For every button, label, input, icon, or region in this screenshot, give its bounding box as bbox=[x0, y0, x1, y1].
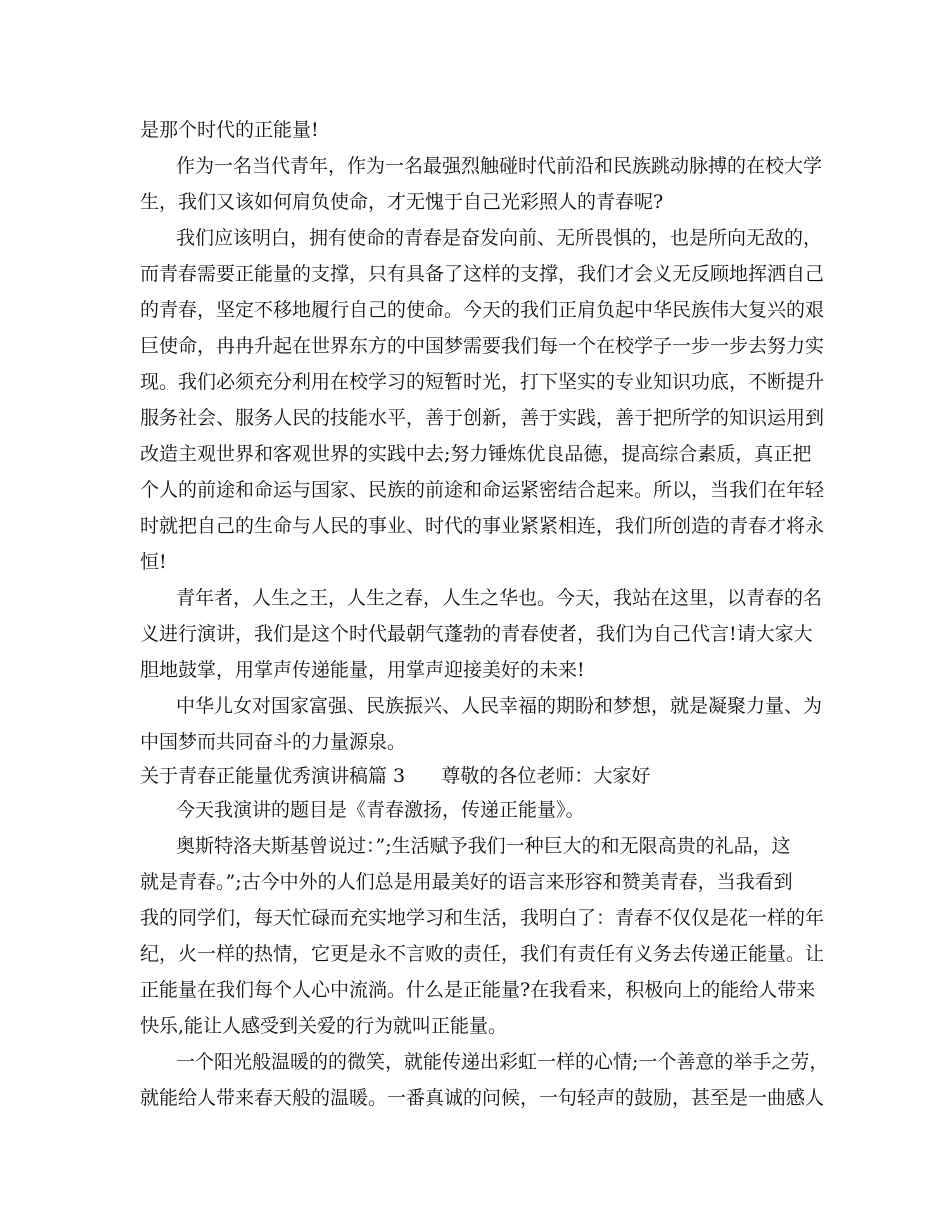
section-heading: 关于青春正能量优秀演讲稿篇 3 尊敬的各位老师：大家好 bbox=[140, 765, 651, 787]
text-line: 的青春，坚定不移地履行自己的使命。今天的我们正肩负起中华民族伟大复兴的艰 bbox=[140, 299, 825, 321]
text-line: 巨使命，冉冉升起在世界东方的中国梦需要我们每一个在校学子一步一步去努力实 bbox=[140, 335, 825, 357]
text-line: 快乐,能让人感受到关爱的行为就叫正能量。 bbox=[140, 1015, 508, 1037]
text-line: 时就把自己的生命与人民的事业、时代的事业紧紧相连，我们所创造的青春才将永 bbox=[140, 515, 825, 537]
text-line: 胆地鼓掌，用掌声传递能量，用掌声迎接美好的未来! bbox=[140, 659, 585, 681]
text-line: 是那个时代的正能量! bbox=[140, 119, 319, 141]
text-line: 作为一名当代青年，作为一名最强烈触碰时代前沿和民族跳动脉搏的在校大学 bbox=[176, 155, 823, 177]
text-line: 恒! bbox=[140, 551, 167, 573]
text-line: 改造主观世界和客观世界的实践中去;努力锤炼优良品德，提高综合素质，真正把 bbox=[140, 443, 812, 465]
text-line: 正能量在我们每个人心中流淌。什么是正能量?在我看来，积极向上的能给人带来 bbox=[140, 979, 816, 1001]
text-line: 奥斯特洛夫斯基曾说过：”;生活赋予我们一种巨大的和无限高贵的礼品，这 bbox=[176, 835, 791, 857]
text-line: 我们应该明白，拥有使命的青春是奋发向前、无所畏惧的，也是所向无敌的， bbox=[176, 227, 823, 249]
text-line: 而青春需要正能量的支撑，只有具备了这样的支撑，我们才会义无反顾地挥洒自己 bbox=[140, 263, 825, 285]
text-line: 义进行演讲，我们是这个时代最朝气蓬勃的青春使者，我们为自己代言!请大家大 bbox=[140, 623, 813, 645]
text-line: 个人的前途和命运与国家、民族的前途和命运紧密结合起来。所以，当我们在年轻 bbox=[140, 479, 825, 501]
text-line: 就能给人带来春天般的温暖。一番真诚的问候，一句轻声的鼓励，甚至是一曲感人 bbox=[140, 1087, 825, 1109]
text-line: 今天我演讲的题目是《青春激扬，传递正能量》。 bbox=[176, 799, 585, 821]
text-line: 就是青春。”;古今中外的人们总是用最美好的语言来形容和赞美青春，当我看到 bbox=[140, 871, 793, 893]
text-line: 一个阳光般温暖的的微笑，就能传递出彩虹一样的心情;一个善意的举手之劳， bbox=[176, 1051, 829, 1073]
text-line: 生，我们又该如何肩负使命，才无愧于自己光彩照人的青春呢? bbox=[140, 191, 664, 213]
text-line: 我的同学们，每天忙碌而充实地学习和生活，我明白了：青春不仅仅是花一样的年 bbox=[140, 907, 825, 929]
text-line: 中国梦而共同奋斗的力量源泉。 bbox=[140, 731, 407, 753]
text-line: 纪，火一样的热情，它更是永不言败的责任，我们有责任有义务去传递正能量。让 bbox=[140, 943, 825, 965]
text-line: 青年者，人生之王，人生之春，人生之华也。今天，我站在这里，以青春的名 bbox=[176, 587, 823, 609]
text-line: 现。我们必须充分利用在校学习的短暂时光，打下坚实的专业知识功底，不断提升 bbox=[140, 371, 825, 393]
text-line: 服务社会、服务人民的技能水平，善于创新，善于实践，善于把所学的知识运用到 bbox=[140, 407, 825, 429]
text-line: 中华儿女对国家富强、民族振兴、人民幸福的期盼和梦想，就是凝聚力量、为 bbox=[176, 695, 823, 717]
